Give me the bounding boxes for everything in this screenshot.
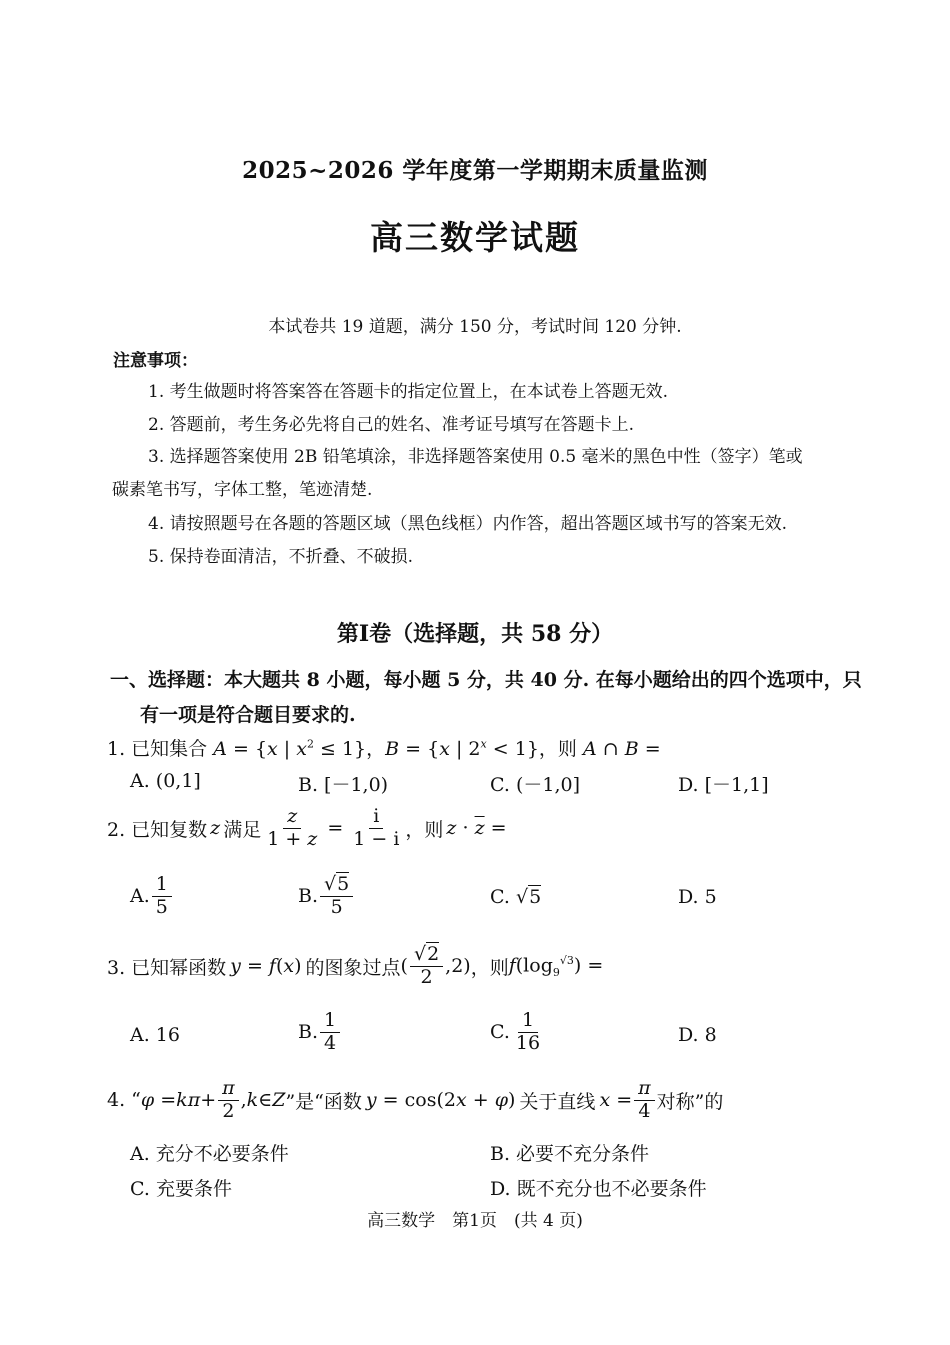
notice-item: 1. 考生做题时将答案答在答题卡的指定位置上，在本试卷上答题无效.: [148, 382, 669, 402]
notice-item: 5. 保持卷面清洁，不折叠、不破损.: [148, 547, 414, 567]
q4-mid2: 关于直线: [519, 1090, 596, 1113]
q1-formula: A = {x | $x^2 \le 1$}，B = {x | $2^x < 1$}，则 A ∩ B =: [213, 737, 661, 760]
q4-function: y = cos(2x + φ): [365, 1089, 516, 1112]
q1-option-a: A. (0,1]: [130, 770, 201, 792]
q3-prefix: 3. 已知幂函数: [107, 956, 227, 979]
q1-option-b: B. [－1,0): [298, 774, 389, 796]
q4-mid1: ”是“函数: [285, 1090, 362, 1113]
q2-prefix: 2. 已知复数: [107, 818, 208, 841]
q3-option-b: B. $\frac{1}{4}$: [298, 1010, 342, 1055]
q3-option-a: A. 16: [130, 1024, 180, 1046]
question-3: 3. 已知幂函数 y = f(x) 的图象过点 ( $\frac{√2}{2}$ ,2) ，则 $f(\log_9^{√3})$ =: [107, 943, 604, 988]
q3-function: y = f(x): [230, 955, 302, 978]
q4-line: x = $\frac{\pi}{4}$: [599, 1078, 656, 1123]
question-1: [107, 734, 661, 761]
q3-expression: $f(\log_9^{√3})$ =: [508, 953, 604, 979]
page-footer: 高三数学 第1页 (共 4 页): [367, 1211, 583, 1231]
exam-title: 高三数学试题: [370, 218, 580, 257]
q2-option-d: D. 5: [678, 886, 717, 908]
q2-var-z: z: [210, 817, 221, 840]
section-title: 第Ⅰ卷（选择题，共 58 分）: [336, 621, 614, 647]
notice-heading: 注意事项：: [113, 351, 198, 371]
q3-mid: 的图象过点: [305, 956, 401, 979]
q4-prefix: 4. “: [107, 1089, 141, 1112]
q2-suffix: ，则: [405, 818, 444, 841]
q3-option-c: C. $\frac{1}{16}$: [490, 1009, 541, 1054]
q4-option-b: B. 必要不充分条件: [490, 1143, 650, 1165]
q2-option-b: B. $\frac{√5}{5}$: [298, 874, 355, 919]
notice-item: 3. 选择题答案使用 2B 铅笔填涂，非选择题答案使用 0.5 毫米的黑色中性（签字）笔或: [148, 447, 803, 467]
exam-header: 2025~2026 学年度第一学期期末质量监测: [242, 157, 708, 184]
q2-expression: $z \cdot \overline{z}$ =: [446, 817, 507, 840]
q3-option-d: D. 8: [678, 1024, 717, 1046]
q4-option-d: D. 既不充分也不必要条件: [490, 1178, 707, 1200]
q1-prefix: 1. 已知集合: [107, 738, 208, 760]
q1-option-d: D. [－1,1]: [678, 774, 769, 796]
q2-fraction-right: $\frac{i}{1 - i}$: [353, 805, 400, 850]
q4-suffix: 对称”的: [656, 1090, 724, 1113]
q2-fraction-left: $\frac{z}{1 + z}$: [267, 805, 318, 850]
q2-option-c: C. √5: [490, 886, 542, 908]
q3-point-fraction: $\frac{√2}{2}$: [410, 944, 443, 989]
question-2: 2. 已知复数 z 满足 $\frac{z}{1 + z}$ = $\frac{i}{1 - i}$ ，则 $z \cdot \overline{z}$ =: [107, 805, 507, 850]
exam-info: 本试卷共 19 道题，满分 150 分，考试时间 120 分钟.: [268, 317, 682, 337]
q2-mid: 满足: [223, 818, 262, 841]
part-one-line2: 有一项是符合题目要求的.: [140, 704, 356, 726]
notice-item: 2. 答题前，考生务必先将自己的姓名、准考证号填写在答题卡上.: [148, 415, 635, 435]
question-4: [107, 1078, 723, 1123]
part-one-line1: 一、选择题：本大题共 8 小题，每小题 5 分，共 40 分. 在每小题给出的四个选项中，只: [110, 669, 862, 691]
notice-item: 4. 请按照题号在各题的答题区域（黑色线框）内作答，超出答题区域书写的答案无效.: [148, 514, 788, 534]
q4-option-c: C. 充要条件: [130, 1178, 232, 1200]
q4-condition: φ = k π + $\frac{\pi}{2}$ , k ∈ Z: [140, 1077, 286, 1122]
notice-item: 碳素笔书写，字体工整，笔迹清楚.: [112, 480, 373, 500]
q1-option-c: C. (－1,0]: [490, 774, 580, 796]
q3-suffix: ，则: [470, 956, 509, 979]
q2-option-a: A. $\frac{1}{5}$: [130, 874, 174, 919]
q4-option-a: A. 充分不必要条件: [130, 1143, 289, 1165]
